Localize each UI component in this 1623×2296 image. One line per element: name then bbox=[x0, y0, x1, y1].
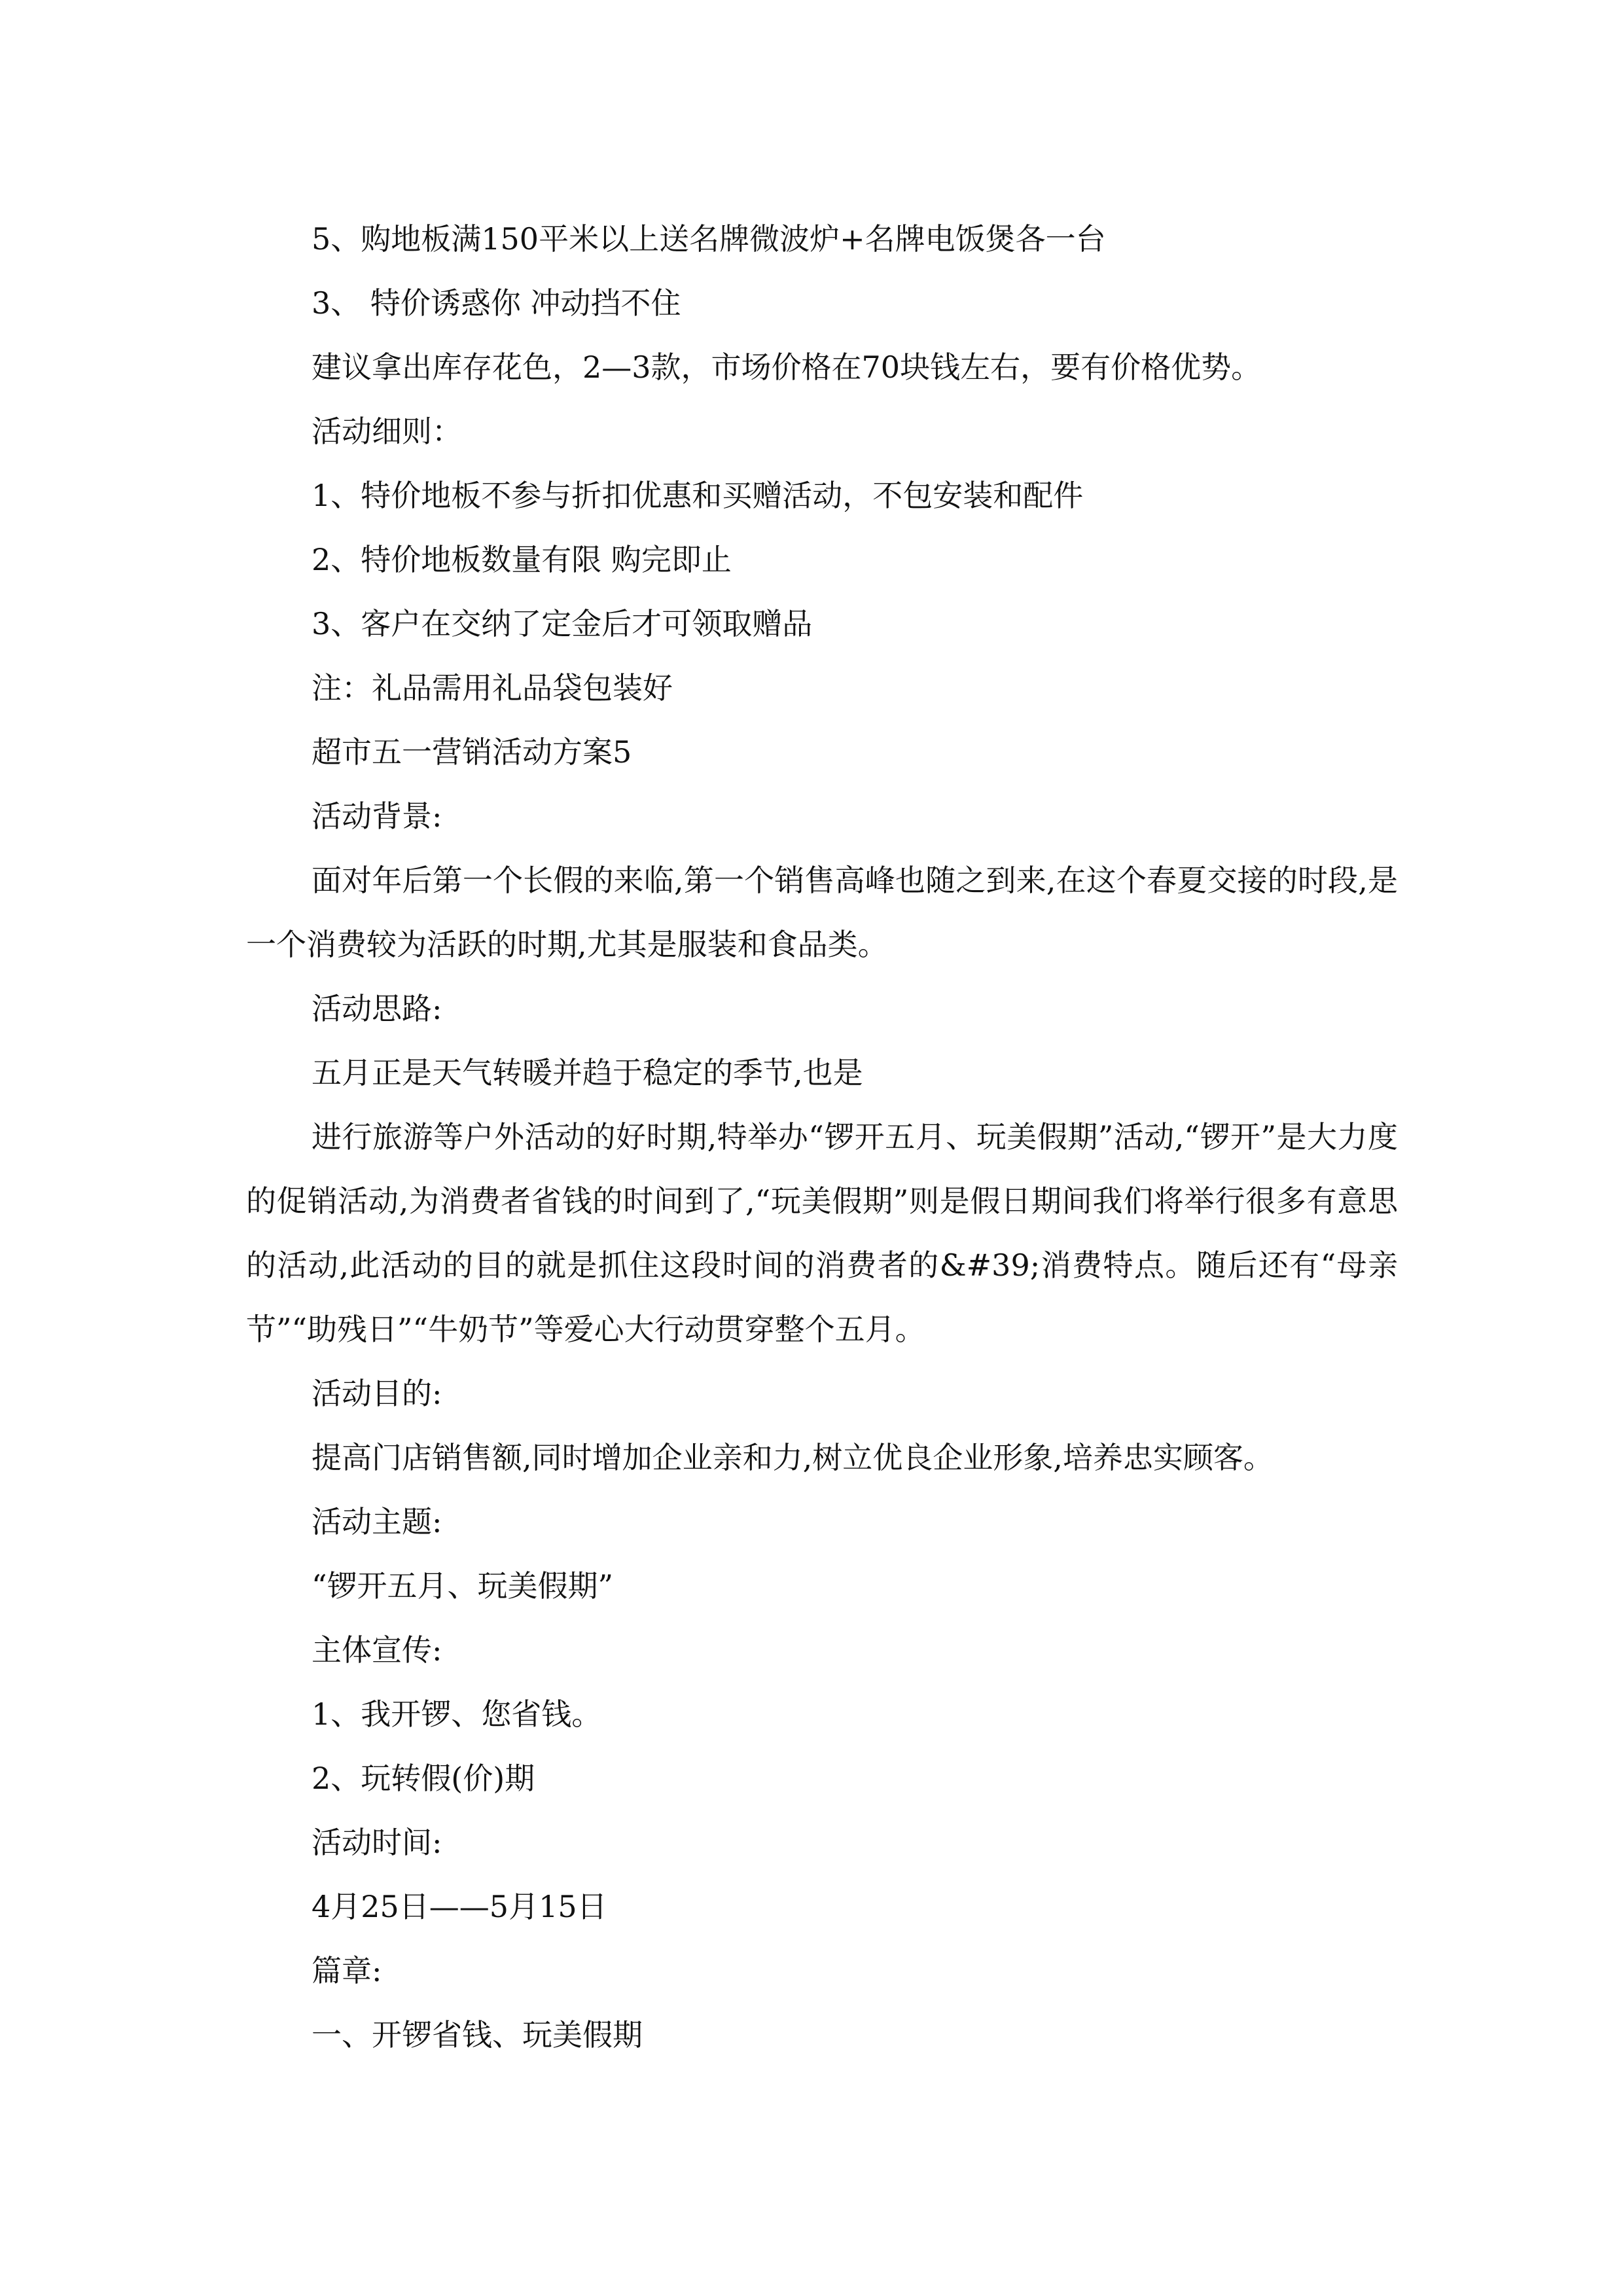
text-line: 主体宣传: bbox=[312, 1632, 442, 1668]
text-line: 活动目的: bbox=[312, 1376, 442, 1411]
text-line: 5、购地板满150平米以上送名牌微波炉+名牌电饭煲各一台 bbox=[312, 221, 1106, 257]
paragraph-idea: 进行旅游等户外活动的好时期,特举办“锣开五月、玩美假期”活动,“锣开”是大力度的促销活动,为消费者省钱的时间到了,“玩美假期”则是假日期间我们将举行很多有意思的活动,此活动的目的就是抓住这段时间的消费者的&#39;消费特点。随后还有“母亲节”“助残日”“牛奶节”等爱心大行动贯穿整个五月。 bbox=[246, 1119, 1398, 1347]
document-body bbox=[246, 207, 1398, 2067]
text-line: 3、客户在交纳了定金后才可领取赠品 bbox=[312, 606, 813, 641]
text-line: 一、开锣省钱、玩美假期 bbox=[312, 2017, 643, 2053]
text-line: 注：礼品需用礼品袋包装好 bbox=[312, 670, 673, 706]
text-line: 活动主题: bbox=[312, 1504, 442, 1539]
text-line: 1、特价地板不参与折扣优惠和买赠活动，不包安装和配件 bbox=[312, 478, 1084, 513]
text-line: 五月正是天气转暖并趋于稳定的季节,也是 bbox=[312, 1055, 863, 1090]
text-line: 活动时间: bbox=[312, 1825, 442, 1860]
text-line: 2、玩转假(价)期 bbox=[312, 1761, 535, 1796]
text-line: 活动背景: bbox=[312, 798, 442, 834]
section-heading: 超市五一营销活动方案5 bbox=[312, 734, 632, 770]
paragraph-background: 面对年后第一个长假的来临,第一个销售高峰也随之到来,在这个春夏交接的时段,是一个消费较为活跃的时期,尤其是服装和食品类。 bbox=[246, 863, 1398, 962]
text-line: “锣开五月、玩美假期” bbox=[312, 1568, 614, 1604]
text-line: 建议拿出库存花色，2—3款，市场价格在70块钱左右，要有价格优势。 bbox=[312, 350, 1262, 385]
text-line: 活动思路: bbox=[312, 991, 442, 1026]
text-line: 提高门店销售额,同时增加企业亲和力,树立优良企业形象,培养忠实顾客。 bbox=[312, 1440, 1274, 1475]
text-line: 4月25日——5月15日 bbox=[312, 1889, 607, 1924]
text-line: 1、我开锣、您省钱。 bbox=[312, 1696, 602, 1732]
text-line: 活动细则： bbox=[312, 414, 462, 449]
text-line: 2、特价地板数量有限 购完即止 bbox=[312, 542, 732, 577]
text-line: 3、 特价诱惑你 冲动挡不住 bbox=[312, 285, 681, 321]
text-line: 篇章: bbox=[312, 1953, 382, 1988]
